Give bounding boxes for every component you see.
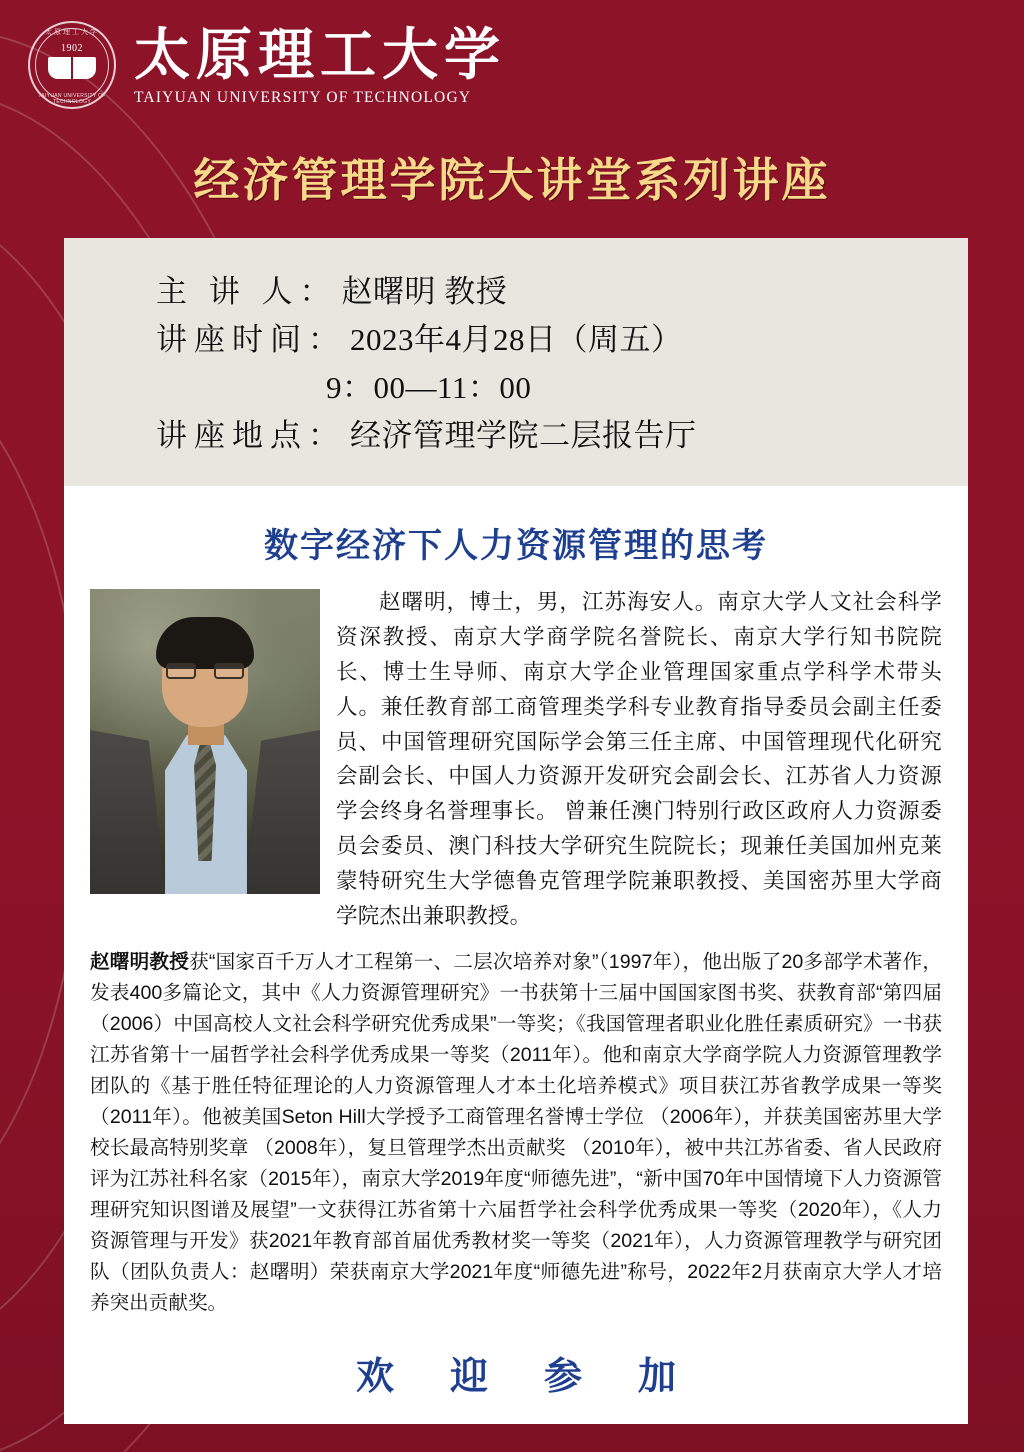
- university-name-block: [134, 24, 506, 108]
- poster-header: [0, 0, 1024, 112]
- achievements-body: 获“国家百千万人才工程第一、二层次培养对象”（1997年），他出版了20多部学术著作，发表400多篇论文，其中《人力资源管理研究》一书获第十三届中国国家图书奖、获教育部“第四届（2006）中国高校人文社会科学研究优秀成果”一等奖；《我国管理者职业化胜任素质研究》一书获江苏省第十一届哲学社会科学优秀成果一等奖（2011年）。他和南京大学商学院人力资源管理教学团队的《基于胜任特征理论的人力资源管理人才本土化培养模式》项目获江苏省教学成果一等奖（2011年）。他被美国Seton Hill大学授予工商管理名誉博士学位 （2006年），并获美国密苏里大学校长最高特别奖章 （2008年），复旦管理学杰出贡献奖 （2010年），被中共江苏省委、省人民政府评为江苏社科名家（2015年），南京大学2019年度“师德先进”，“新中国70年中国情境下人力资源管理研究知识图谱及展望”一文获得江苏省第十六届哲学社会科学优秀成果一等奖（2020年），《人力资源管理与开发》获2021年教育部首届优秀教材奖一等奖（2021年），人力资源管理教学与研究团队（团队负责人：赵曙明）荣获南京大学2021年度“师德先进”称号，2022年2月获南京大学人才培养突出贡献奖。: [90, 951, 942, 1314]
- speaker-bio-block: [90, 585, 942, 933]
- time-label: 讲座时间：: [156, 322, 346, 358]
- info-row-place: [64, 412, 968, 460]
- info-row-speaker: [64, 268, 968, 316]
- speaker-bio-text: 赵曙明，博士，男，江苏海安人。南京大学人文社会科学资深教授、南京大学商学院名誉院长、南京大学行知书院院长、博士生导师、南京大学企业管理国家重点学科学术带头人。兼任教育部工商管理类学科专业教育指导委员会副主任委员、中国管理研究国际学会第三任主席、中国管理现代化研究会副会长、中国人力资源开发研究会副会长、江苏省人力资源学会终身名誉理事长。 曾兼任澳门特别行政区政府人力资源委员会委员、澳门科技大学研究生院院长；现兼任美国加州克莱蒙特研究生大学德鲁克管理学院兼职教授、美国密苏里大学商学院杰出兼职教授。: [336, 590, 942, 928]
- university-name-en: TAIYUAN UNIVERSITY OF TECHNOLOGY: [134, 89, 472, 107]
- emblem-year: 1902: [61, 43, 83, 54]
- info-row-time: [64, 316, 968, 364]
- place-value: 经济管理学院二层报告厅: [350, 418, 697, 454]
- emblem-book-icon: [48, 57, 96, 79]
- portrait-hair: [156, 617, 254, 669]
- page-title: 经济管理学院大讲堂系列讲座: [193, 155, 831, 206]
- emblem-arc-cn: 太原理工大学: [45, 29, 99, 36]
- lecture-title: 数字经济下人力资源管理的思考: [264, 528, 768, 566]
- university-name-cn: 太原理工大学: [134, 24, 506, 87]
- emblem-arc-en: TAIYUAN UNIVERSITY OF TECHNOLOGY: [38, 93, 106, 105]
- info-row-time-second: [64, 364, 968, 412]
- content-card: [64, 486, 968, 1424]
- place-label: 讲座地点：: [156, 418, 346, 454]
- footer-spacer: [0, 1424, 1024, 1452]
- welcome-message: 欢迎参加: [355, 1355, 732, 1398]
- glasses-icon: [166, 663, 244, 680]
- university-emblem-icon: [28, 21, 120, 113]
- lecture-info-panel: [64, 238, 968, 486]
- speaker-portrait: [90, 589, 320, 894]
- speaker-value: 赵曙明 教授: [341, 274, 508, 309]
- speaker-label: 主 讲 人：: [156, 274, 338, 309]
- speaker-achievements: [90, 947, 942, 1318]
- achievements-lead: 赵曙明教授: [90, 951, 190, 974]
- time-value: 2023年4月28日（周五）: [350, 322, 683, 358]
- time-value-second: 9：00—11：00: [326, 370, 532, 406]
